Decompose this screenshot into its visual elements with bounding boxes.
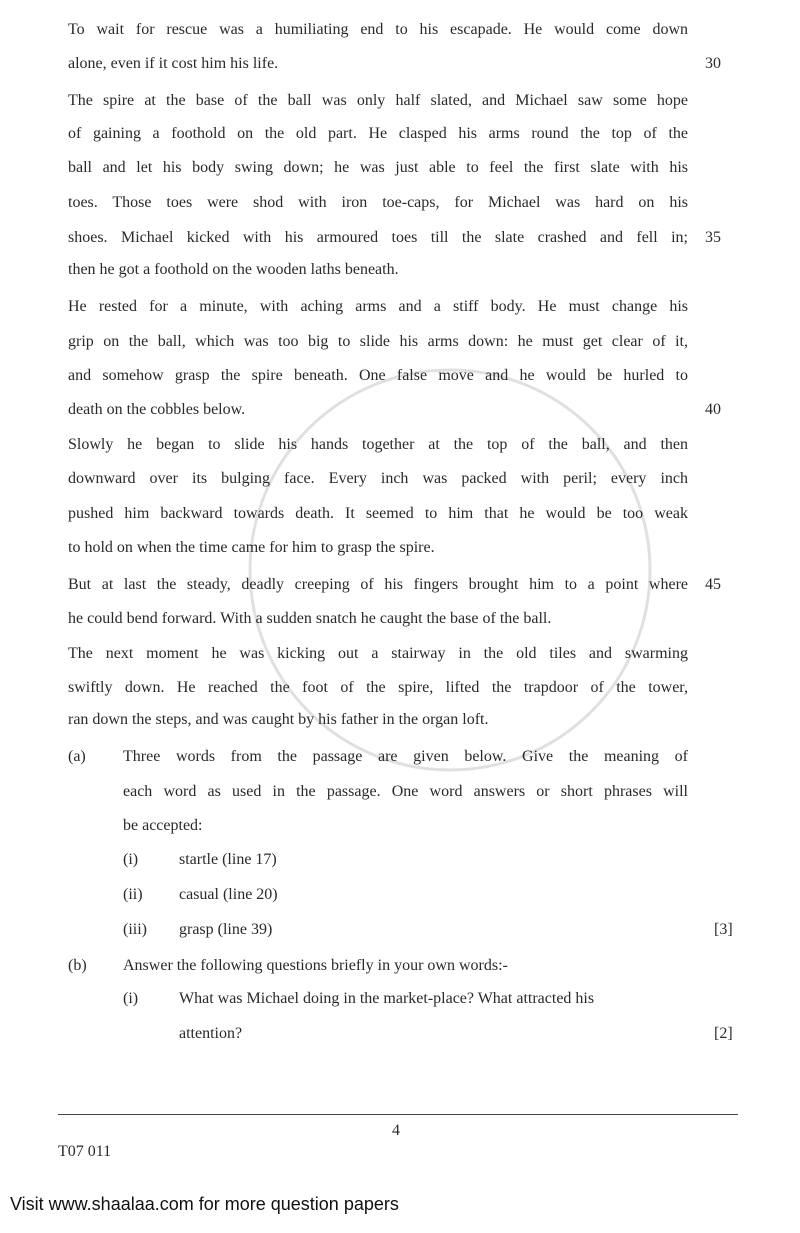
question-text: be accepted: bbox=[123, 817, 203, 834]
question-text: Three words from the passage are given below. Give the meaning of bbox=[123, 748, 688, 765]
passage-line: toes. Those toes were shod with iron toe-caps, for Michael was hard on his bbox=[68, 194, 688, 211]
passage-line: The spire at the base of the ball was only half slated, and Michael saw some hope bbox=[68, 92, 688, 109]
passage-line: to hold on when the time came for him to grasp the spire. bbox=[68, 539, 435, 556]
passage-line: grip on the ball, which was too big to slide his arms down: he must get clear of it, bbox=[68, 333, 688, 350]
line-number: 35 bbox=[705, 229, 721, 246]
marks: [2] bbox=[714, 1025, 733, 1042]
passage-line: shoes. Michael kicked with his armoured toes till the slate crashed and fell in; bbox=[68, 229, 688, 246]
question-label: (b) bbox=[68, 957, 87, 974]
passage-line: The next moment he was kicking out a stairway in the old tiles and swarming bbox=[68, 645, 688, 662]
passage-line: alone, even if it cost him his life. bbox=[68, 55, 279, 72]
subitem-text: attention? bbox=[179, 1025, 243, 1042]
question-label: (a) bbox=[68, 748, 86, 765]
marks: [3] bbox=[714, 921, 733, 938]
page-number: 4 bbox=[392, 1122, 400, 1139]
passage-line: of gaining a foothold on the old part. He clasped his arms round the top of the bbox=[68, 125, 688, 142]
passage-line: swiftly down. He reached the foot of the spire, lifted the trapdoor of the tower, bbox=[68, 679, 688, 696]
passage-line: death on the cobbles below. bbox=[68, 401, 246, 418]
passage-line: he could bend forward. With a sudden snatch he caught the base of the ball. bbox=[68, 610, 552, 627]
site-note: Visit www.shaalaa.com for more question papers bbox=[10, 1194, 399, 1214]
subitem-text: What was Michael doing in the market-place? What attracted his bbox=[179, 990, 595, 1007]
passage-line: ran down the steps, and was caught by his father in the organ loft. bbox=[68, 711, 489, 728]
subitem-label: (i) bbox=[123, 990, 139, 1007]
subitem-text: grasp (line 39) bbox=[179, 921, 273, 938]
passage-line: then he got a foothold on the wooden laths beneath. bbox=[68, 261, 399, 278]
passage-line: He rested for a minute, with aching arms and a stiff body. He must change his bbox=[68, 298, 688, 315]
passage-line: To wait for rescue was a humiliating end to his escapade. He would come down bbox=[68, 21, 688, 38]
passage-line: But at last the steady, deadly creeping of his fingers brought him to a point where bbox=[68, 576, 688, 593]
passage-line: Slowly he began to slide his hands together at the top of the ball, and then bbox=[68, 436, 688, 453]
footer-rule bbox=[58, 1114, 738, 1115]
passage-line: downward over its bulging face. Every inch was packed with peril; every inch bbox=[68, 470, 688, 487]
passage-line: pushed him backward towards death. It seemed to him that he would be too weak bbox=[68, 505, 688, 522]
paper-code: T07 011 bbox=[58, 1143, 112, 1160]
question-text: Answer the following questions briefly in your own words:- bbox=[123, 957, 508, 974]
subitem-label: (i) bbox=[123, 851, 139, 868]
subitem-label: (ii) bbox=[123, 886, 143, 903]
passage-line: and somehow grasp the spire beneath. One false move and he would be hurled to bbox=[68, 367, 688, 384]
passage-line: ball and let his body swing down; he was just able to feel the first slate with his bbox=[68, 159, 688, 176]
subitem-label: (iii) bbox=[123, 921, 147, 938]
question-text: each word as used in the passage. One word answers or short phrases will bbox=[123, 783, 688, 800]
line-number: 40 bbox=[705, 401, 721, 418]
subitem-text: startle (line 17) bbox=[179, 851, 277, 868]
line-number: 30 bbox=[705, 55, 721, 72]
subitem-text: casual (line 20) bbox=[179, 886, 278, 903]
line-number: 45 bbox=[705, 576, 721, 593]
